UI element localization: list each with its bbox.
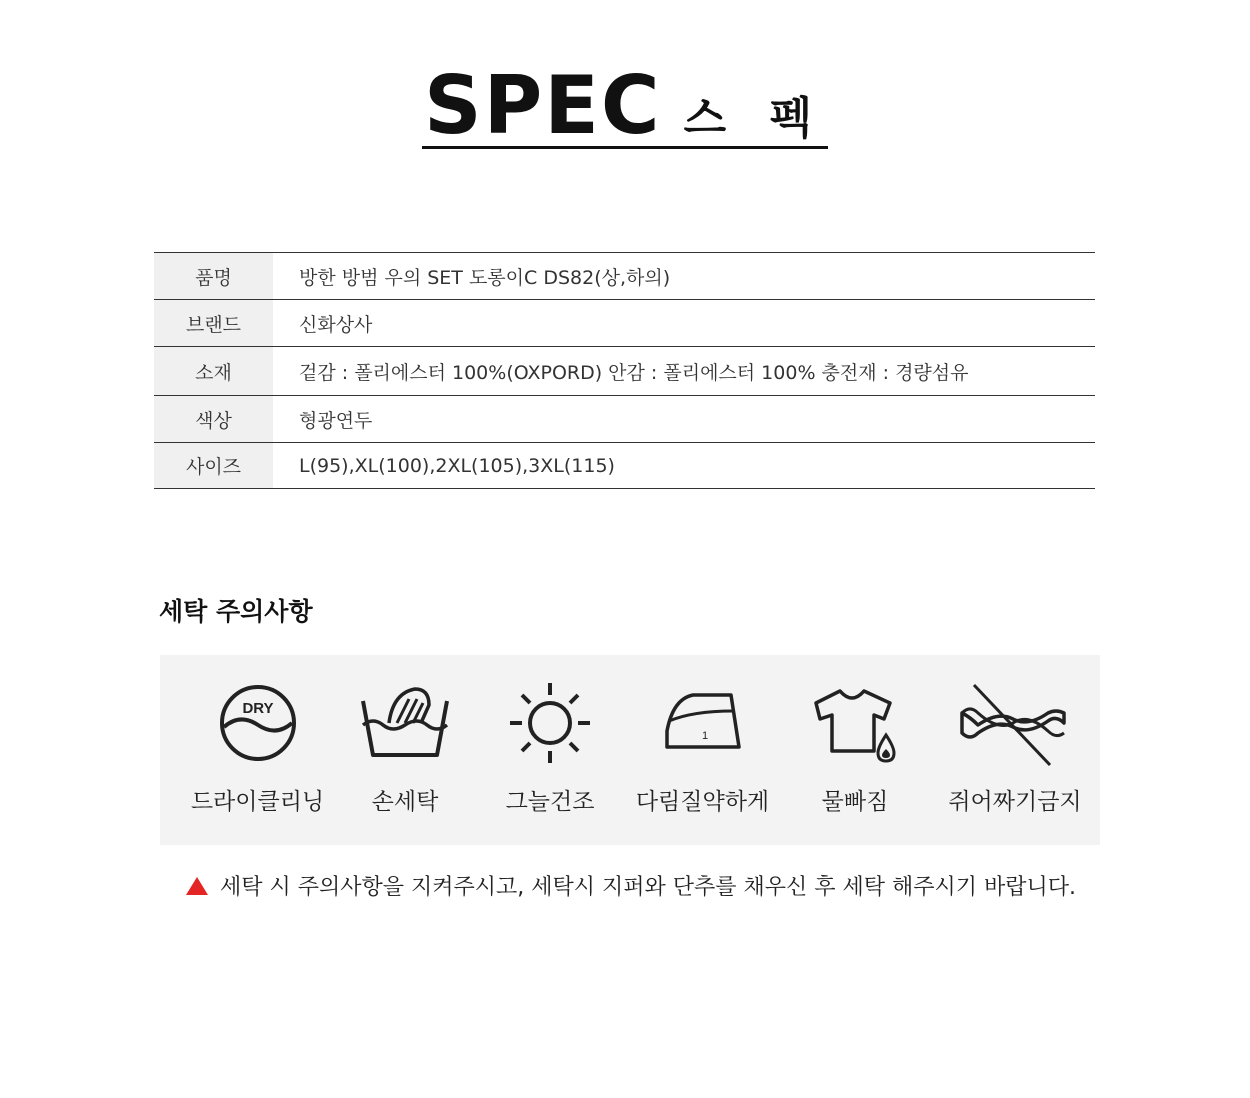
care-section-title: 세탁 주의사항 [159, 597, 313, 626]
page-title: SPEC [424, 59, 662, 152]
dry-clean-icon [218, 683, 298, 763]
care-label: 다림질약하게 [635, 789, 770, 815]
care-instructions-panel [160, 655, 1100, 845]
care-item-shade-dry [475, 655, 625, 845]
wash-notice [186, 870, 1076, 901]
care-item-dry-clean [180, 655, 335, 845]
spec-value: 겉감 : 폴리에스터 100%(OXPORD) 안감 : 폴리에스터 100% 충전재 : 경량섬유 [273, 347, 1095, 396]
no-wring-icon [958, 683, 1068, 769]
spec-heading [0, 59, 1250, 152]
spec-value: 방한 방범 우의 SET 도롱이C DS82(상,하의) [273, 253, 1095, 300]
spec-row-material [154, 347, 1095, 396]
warning-triangle-icon [186, 877, 208, 895]
spec-row-size [154, 443, 1095, 489]
spec-value: L(95),XL(100),2XL(105),3XL(115) [273, 443, 1095, 489]
spec-label: 품명 [154, 253, 273, 300]
spec-table [154, 252, 1095, 489]
spec-label: 소재 [154, 347, 273, 396]
care-label: 손세탁 [371, 789, 439, 815]
iron-low-icon [663, 691, 743, 751]
shade-dry-sun-icon [508, 681, 592, 765]
spec-label: 브랜드 [154, 300, 273, 347]
color-bleed-shirt-icon [812, 687, 898, 767]
spec-row-brand [154, 300, 1095, 347]
svg-text:DRY: DRY [242, 700, 274, 717]
care-label: 물빠짐 [821, 789, 889, 815]
wash-notice-text: 세탁 시 주의사항을 지켜주시고, 세탁시 지퍼와 단추를 채우신 후 세탁 해주시기 바랍니다. [220, 875, 1076, 900]
spec-value: 형광연두 [273, 396, 1095, 443]
spec-row-name [154, 253, 1095, 300]
spec-row-color [154, 396, 1095, 443]
care-item-no-wring [930, 655, 1100, 845]
care-item-iron-low [625, 655, 780, 845]
page-subtitle: 스 펙 [683, 93, 826, 144]
care-label: 그늘건조 [505, 789, 595, 815]
hand-wash-icon [359, 683, 451, 763]
svg-text:1: 1 [701, 730, 709, 742]
spec-label: 색상 [154, 396, 273, 443]
care-label: 드라이클리닝 [190, 789, 325, 815]
spec-value: 신화상사 [273, 300, 1095, 347]
care-item-color-bleed [780, 655, 930, 845]
care-item-hand-wash [335, 655, 475, 845]
spec-label: 사이즈 [154, 443, 273, 489]
spec-title-underline [422, 59, 828, 152]
care-label: 쥐어짜기금지 [948, 789, 1082, 815]
